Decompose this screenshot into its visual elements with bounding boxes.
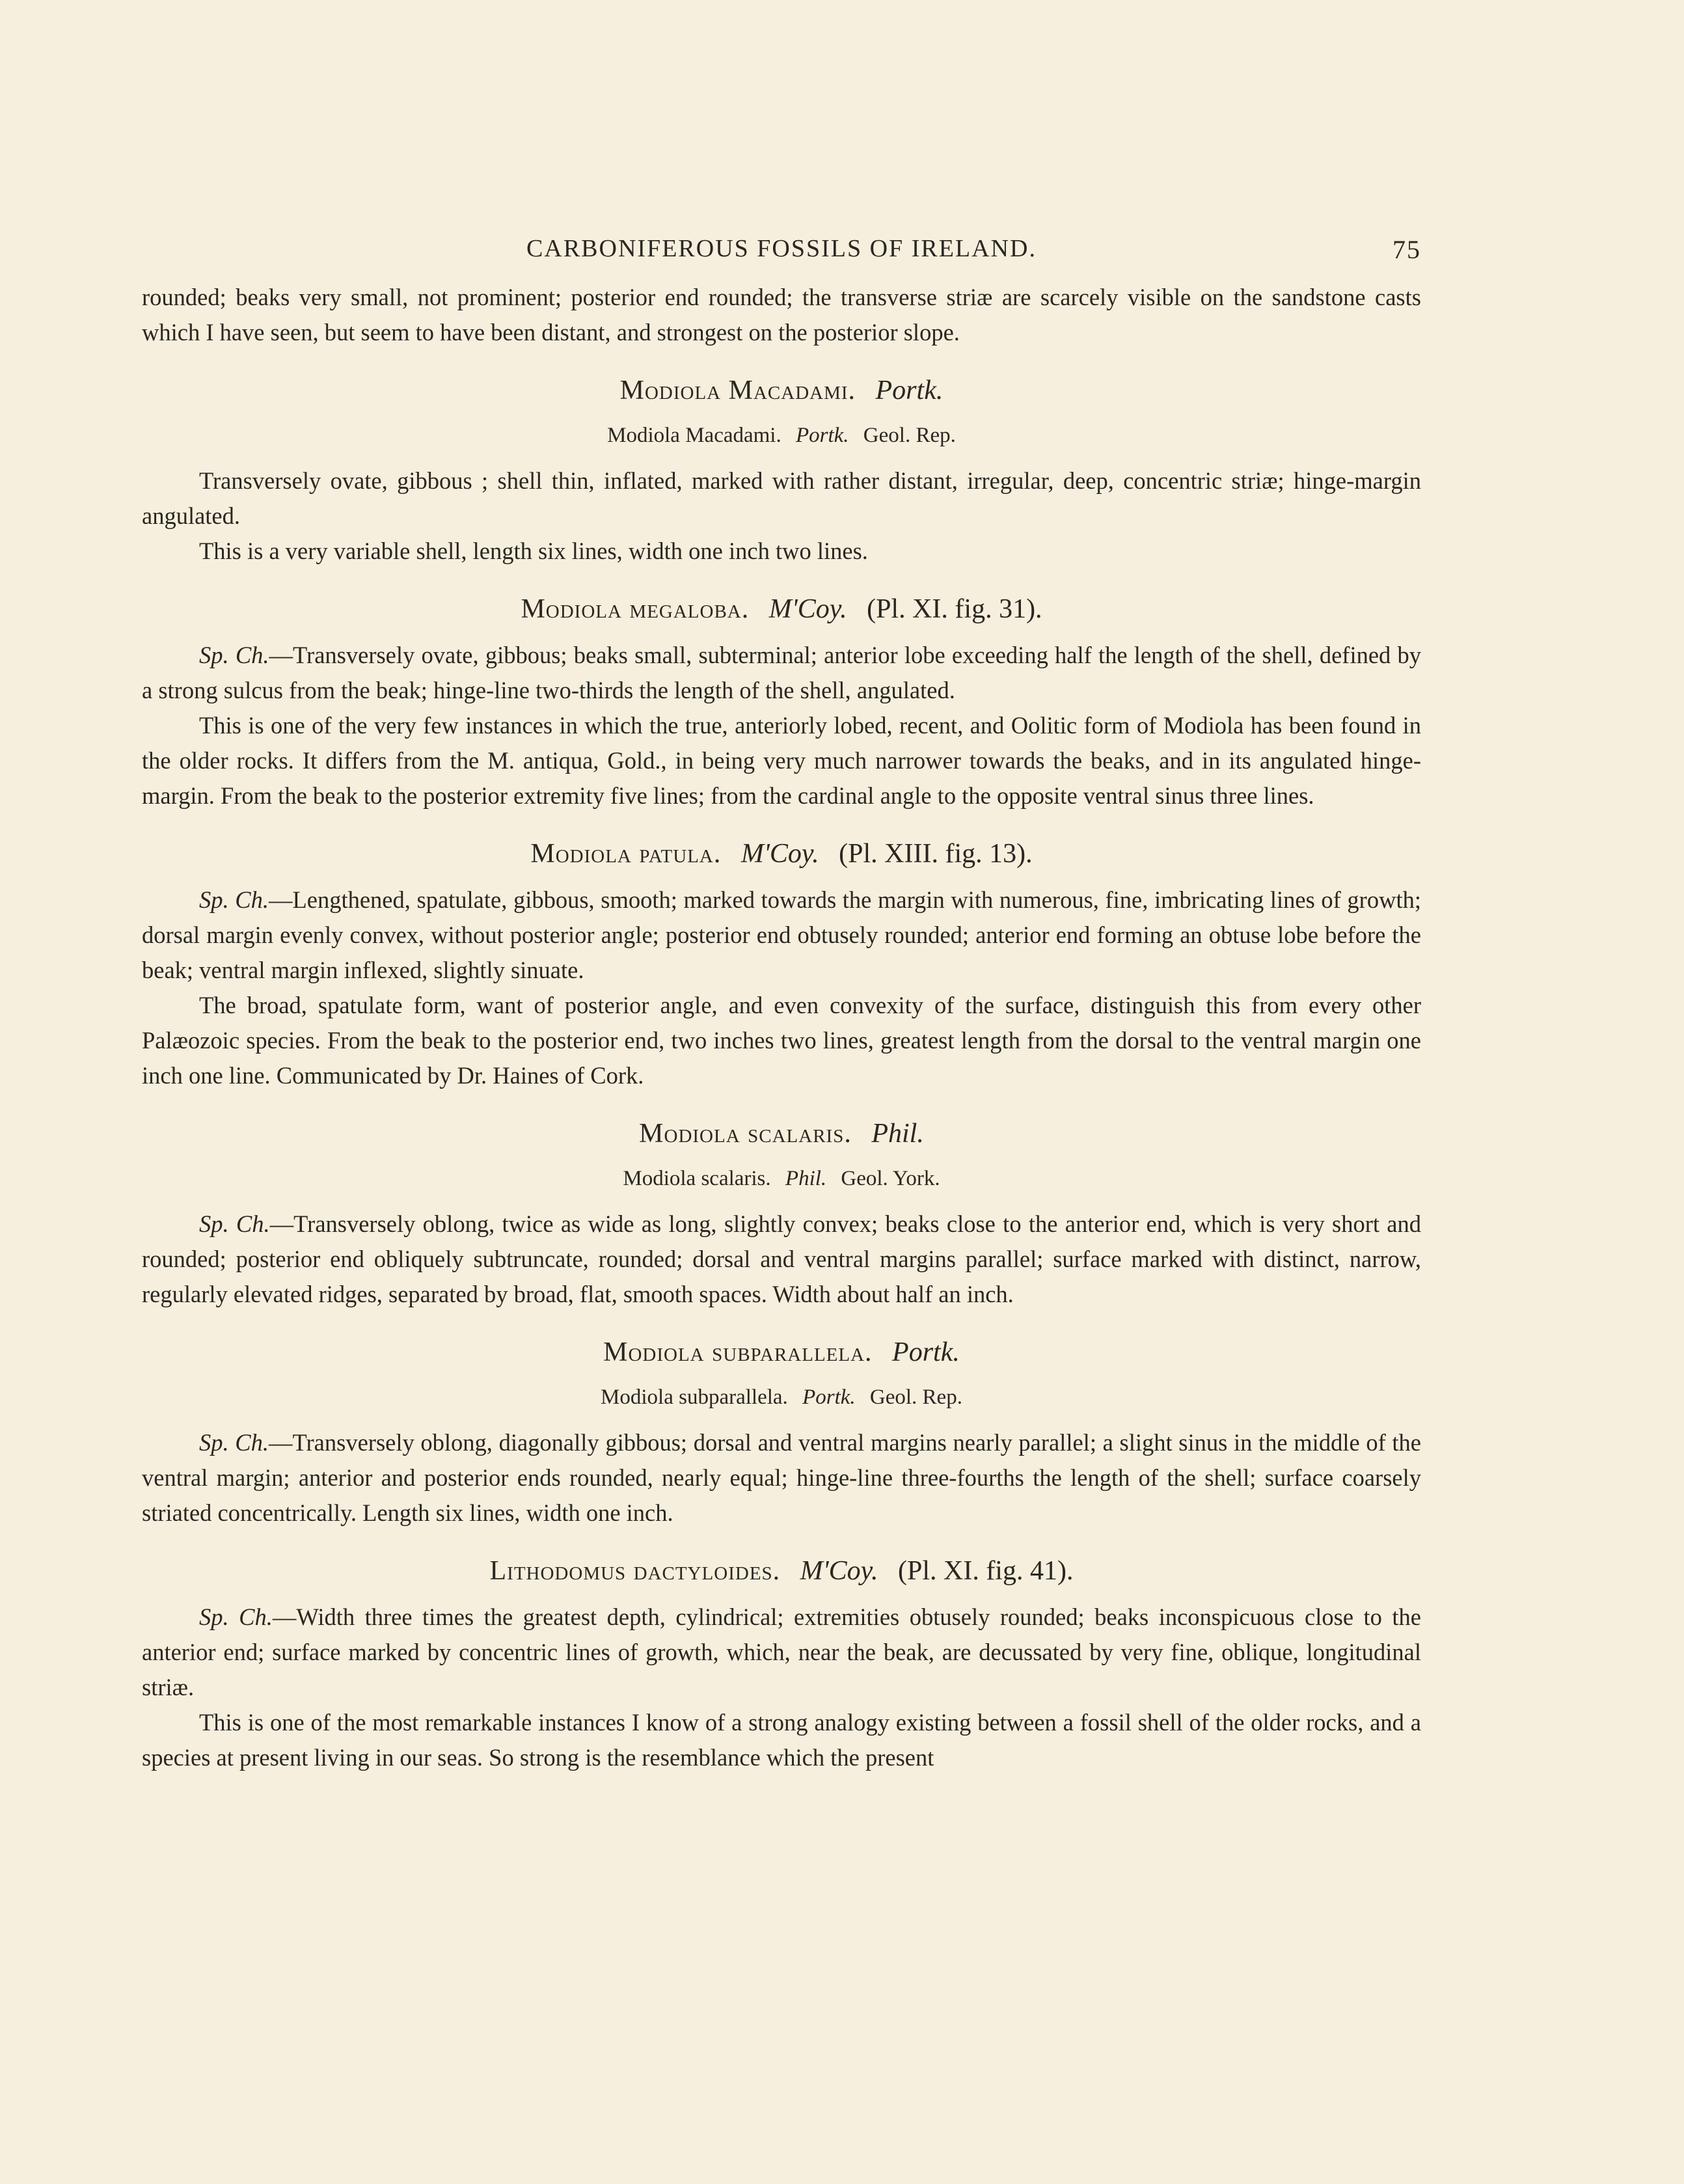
synonym-work: Geol. Rep. xyxy=(863,424,956,447)
species-authority: M'Coy. xyxy=(800,1556,878,1586)
specific-characters-paragraph xyxy=(142,1425,1421,1531)
specific-characters-paragraph xyxy=(142,638,1421,708)
species-heading xyxy=(142,371,1421,410)
sp-ch-label: Sp. Ch. xyxy=(199,1604,273,1630)
synonym-name: Modiola Macadami. xyxy=(607,424,781,447)
page xyxy=(142,234,1421,1775)
synonym-authority: Portk. xyxy=(795,424,849,447)
plate-reference: (Pl. XI. fig. 41). xyxy=(897,1556,1074,1586)
species-heading xyxy=(142,834,1421,873)
sp-ch-text: —Lengthened, spatulate, gibbous, smooth; marked towards the margin with numerous, fine, imbricating lines of growth; dorsal margin evenly convex, without posterior angle; posterior end obtusely rounded; anterior end forming an obtuse lobe before the beak; ventral margin inflexed, slightly sinuate. xyxy=(142,886,1421,983)
species-name: Modiola Macadami. xyxy=(619,375,856,405)
remarks-paragraph: This is one of the very few instances in which the true, anteriorly lobed, recent, and Oolitic form of Modiola has been found in the older rocks. It differs from the M. antiqua, Gold., in being very much narrower towards the beaks, and in its angulated hinge-margin. From the beak to the posterior extremity five lines; from the cardinal angle to the opposite ventral sinus three lines. xyxy=(142,712,1421,809)
sp-ch-text: —Transversely oblong, twice as wide as long, slightly convex; beaks close to the anterior end, which is very short and rounded; posterior end obliquely subtruncate, rounded; dorsal and ventral margins parallel; surface marked with distinct, narrow, regularly elevated ridges, separated by broad, flat, smooth spaces. Width about half an inch. xyxy=(142,1210,1421,1307)
species-name: Modiola megaloba. xyxy=(521,594,750,624)
synonym-name: Modiola scalaris. xyxy=(623,1167,771,1190)
sp-ch-text: —Transversely oblong, diagonally gibbous; dorsal and ventral margins nearly parallel; a slight sinus in the middle of the ventral margin; anterior and posterior ends rounded, nearly equal; hinge-line three-fourths the length of the shell; surface coarsely striated concentrically. Length six lines, width one inch. xyxy=(142,1429,1421,1526)
species-entry xyxy=(142,834,1421,1093)
intro-paragraph: rounded; beaks very small, not prominent; posterior end rounded; the transverse striæ are scarcely visible on the sandstone casts which I have seen, but seem to have been distant, and strongest on the posterior slope. xyxy=(142,284,1421,346)
page-number: 75 xyxy=(1392,235,1421,264)
species-name: Modiola patula. xyxy=(530,839,722,869)
synonym-line xyxy=(142,1381,1421,1413)
remarks-paragraph: This is a very variable shell, length six lines, width one inch two lines. xyxy=(199,538,868,564)
sp-ch-label: Sp. Ch. xyxy=(199,1429,269,1456)
species-name: Modiola subparallela. xyxy=(603,1337,873,1367)
species-heading xyxy=(142,1551,1421,1590)
species-heading xyxy=(142,1333,1421,1372)
remarks-paragraph: This is one of the most remarkable instances I know of a strong analogy existing between a fossil shell of the older rocks, and a species at present living in our seas. So strong is the resemblance which the present xyxy=(142,1709,1421,1771)
running-header xyxy=(142,234,1421,280)
synonym-authority: Phil. xyxy=(785,1167,827,1190)
plate-reference: (Pl. XI. fig. 31). xyxy=(867,594,1042,624)
synonym-work: Geol. Rep. xyxy=(869,1385,962,1409)
species-name: Lithodomus dactyloides. xyxy=(489,1556,781,1586)
sp-ch-label: Sp. Ch. xyxy=(199,886,269,913)
sp-ch-text: —Width three times the greatest depth, cylindrical; extremities obtusely rounded; beaks inconspicuous close to the anterior end; surface marked by concentric lines of growth, which, near the beak, are decussated by very fine, oblique, longitudinal striæ. xyxy=(142,1604,1421,1700)
plate-reference: (Pl. XIII. fig. 13). xyxy=(839,839,1033,869)
species-authority: M'Coy. xyxy=(740,839,819,869)
synonym-line xyxy=(142,419,1421,452)
species-authority: Phil. xyxy=(871,1119,924,1149)
species-entry xyxy=(142,590,1421,813)
specific-characters-paragraph xyxy=(142,882,1421,988)
species-entry xyxy=(142,1333,1421,1531)
running-title: CARBONIFEROUS FOSSILS OF IRELAND. xyxy=(526,235,1037,262)
species-heading xyxy=(142,1114,1421,1153)
sp-ch-label: Sp. Ch. xyxy=(199,642,269,668)
specific-characters-paragraph xyxy=(142,1207,1421,1312)
species-heading xyxy=(142,590,1421,629)
specific-characters-paragraph xyxy=(142,1600,1421,1705)
synonym-line xyxy=(142,1162,1421,1195)
species-authority: Portk. xyxy=(875,375,944,405)
species-entry xyxy=(142,1114,1421,1312)
species-entry xyxy=(142,371,1421,569)
species-name: Modiola scalaris. xyxy=(639,1119,852,1149)
synonym-authority: Portk. xyxy=(802,1385,856,1409)
sp-ch-label: Sp. Ch. xyxy=(199,1210,270,1237)
synonym-work: Geol. York. xyxy=(841,1167,940,1190)
species-authority: M'Coy. xyxy=(768,594,847,624)
sp-ch-text: —Transversely ovate, gibbous; beaks small, subterminal; anterior lobe exceeding half the length of the shell, defined by a strong sulcus from the beak; hinge-line two-thirds the length of the shell, angulated. xyxy=(142,642,1421,703)
remarks-paragraph: The broad, spatulate form, want of posterior angle, and even convexity of the surface, distinguish this from every other Palæozoic species. From the beak to the posterior end, two inches two lines, greatest length from the dorsal to the ventral margin one inch one line. Communicated by Dr. Haines of Cork. xyxy=(142,992,1421,1089)
species-entry xyxy=(142,1551,1421,1775)
species-authority: Portk. xyxy=(892,1337,960,1367)
synonym-name: Modiola subparallela. xyxy=(601,1385,788,1409)
description-paragraph: Transversely ovate, gibbous ; shell thin, inflated, marked with rather distant, irregular, deep, concentric striæ; hinge-margin angulated. xyxy=(142,467,1421,529)
